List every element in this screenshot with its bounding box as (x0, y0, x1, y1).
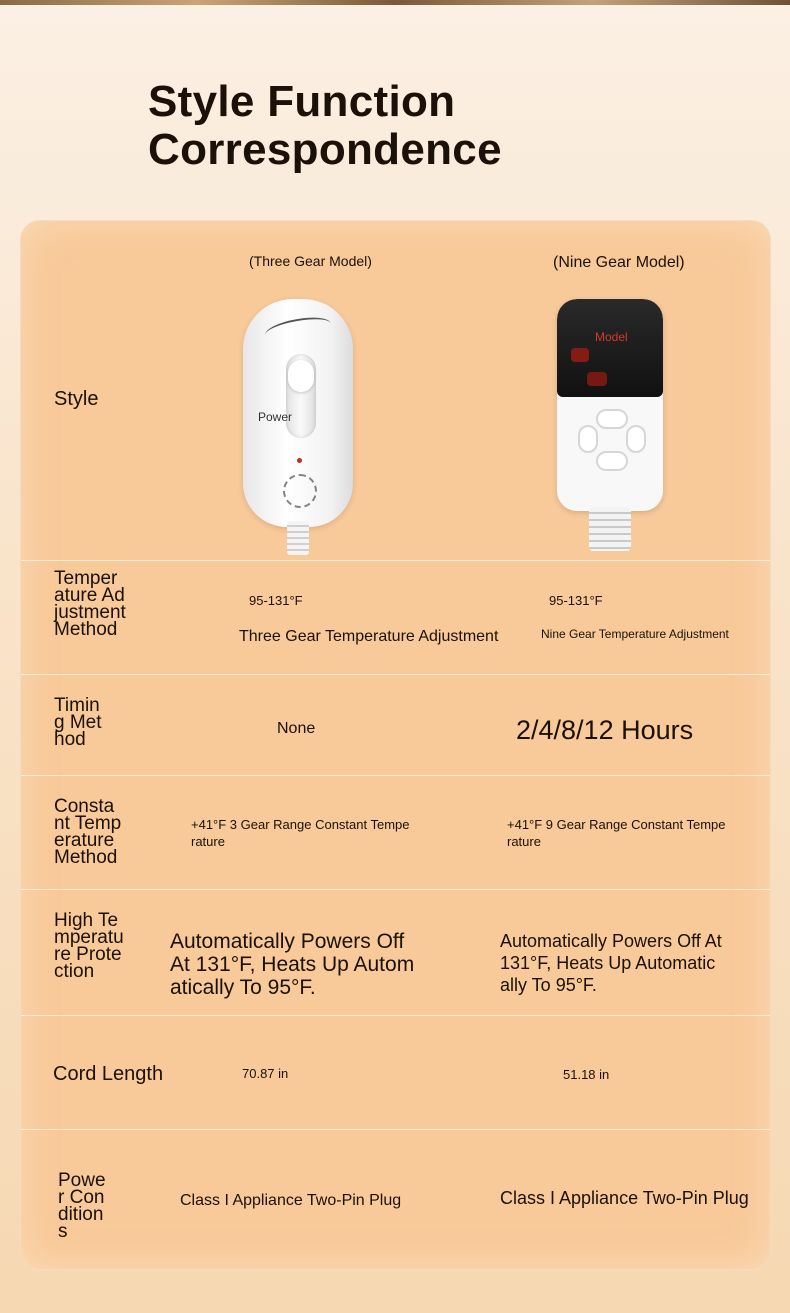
slider-knob-icon (288, 360, 314, 392)
three-gear-cord-length: 70.87 in (242, 1066, 289, 1081)
table-row-timing-method (21, 675, 770, 776)
nine-gear-temperature-range: 95-131°F (549, 593, 603, 608)
row-label-high-temperature-protection: High Temperature Protection (54, 910, 124, 982)
slider-switch-icon (286, 354, 316, 438)
top-decorative-strip (0, 0, 790, 5)
row-label-style: Style (54, 388, 99, 410)
nine-gear-power-conditions: Class I Appliance Two-Pin Plug (500, 1188, 749, 1208)
comparison-table (20, 220, 771, 1270)
table-row-constant-temperature (21, 776, 770, 890)
nine-gear-temperature-method: Nine Gear Temperature Adjustment (541, 627, 729, 641)
down-button-icon (596, 451, 628, 471)
brand-logo-icon (283, 474, 317, 508)
column-header-three-gear: (Three Gear Model) (249, 253, 372, 269)
three-gear-protection: Automatically Powers Off At 131°F, Heats Up Automatically To 95°F. (170, 930, 415, 999)
cord-icon (589, 507, 631, 551)
row-label-timing-method: Timing Method (54, 695, 102, 750)
three-gear-remote-image (243, 299, 353, 527)
page-title: Style Function Correspondence (148, 77, 502, 174)
indicator-led-icon (297, 458, 302, 463)
three-gear-temperature-range: 95-131°F (249, 593, 303, 608)
left-button-icon (578, 425, 598, 453)
timer-indicator-icon (571, 348, 589, 362)
row-label-constant-temperature: Constant Temperature Method (54, 796, 122, 868)
display-screen-icon (557, 299, 663, 397)
table-row-temperature-adjustment (21, 561, 770, 675)
row-label-temperature-adjustment: Temperature Adjustment Method (54, 568, 126, 640)
nine-gear-remote-image (557, 299, 663, 511)
three-gear-temperature-method: Three Gear Temperature Adjustment (239, 628, 499, 645)
table-row-high-temperature-protection (21, 890, 770, 1016)
table-row-power-conditions (21, 1130, 770, 1269)
nine-gear-timing: 2/4/8/12 Hours (516, 715, 694, 745)
nine-gear-constant-temperature: +41°F 9 Gear Range Constant Temperature (507, 817, 726, 849)
row-label-cord-length: Cord Length (53, 1063, 164, 1085)
table-row-cord-length (21, 1016, 770, 1130)
table-row-style (21, 221, 770, 561)
three-gear-timing: None (277, 720, 316, 737)
nine-gear-protection: Automatically Powers Off At 131°F, Heats Up Automatically To 95°F. (500, 931, 722, 995)
three-gear-constant-temperature: +41°F 3 Gear Range Constant Temperature (191, 817, 410, 849)
right-button-icon (626, 425, 646, 453)
temperature-dial-icon (264, 313, 332, 344)
screen-model-label: Model (595, 330, 628, 344)
power-label: Power (258, 410, 293, 424)
cord-icon (287, 521, 309, 555)
row-label-power-conditions: Power Conditions (58, 1170, 106, 1242)
heat-indicator-icon (587, 372, 607, 386)
nine-gear-cord-length: 51.18 in (563, 1067, 610, 1082)
column-header-nine-gear: (Nine Gear Model) (553, 254, 685, 271)
three-gear-power-conditions: Class I Appliance Two-Pin Plug (180, 1192, 402, 1209)
up-button-icon (596, 409, 628, 429)
